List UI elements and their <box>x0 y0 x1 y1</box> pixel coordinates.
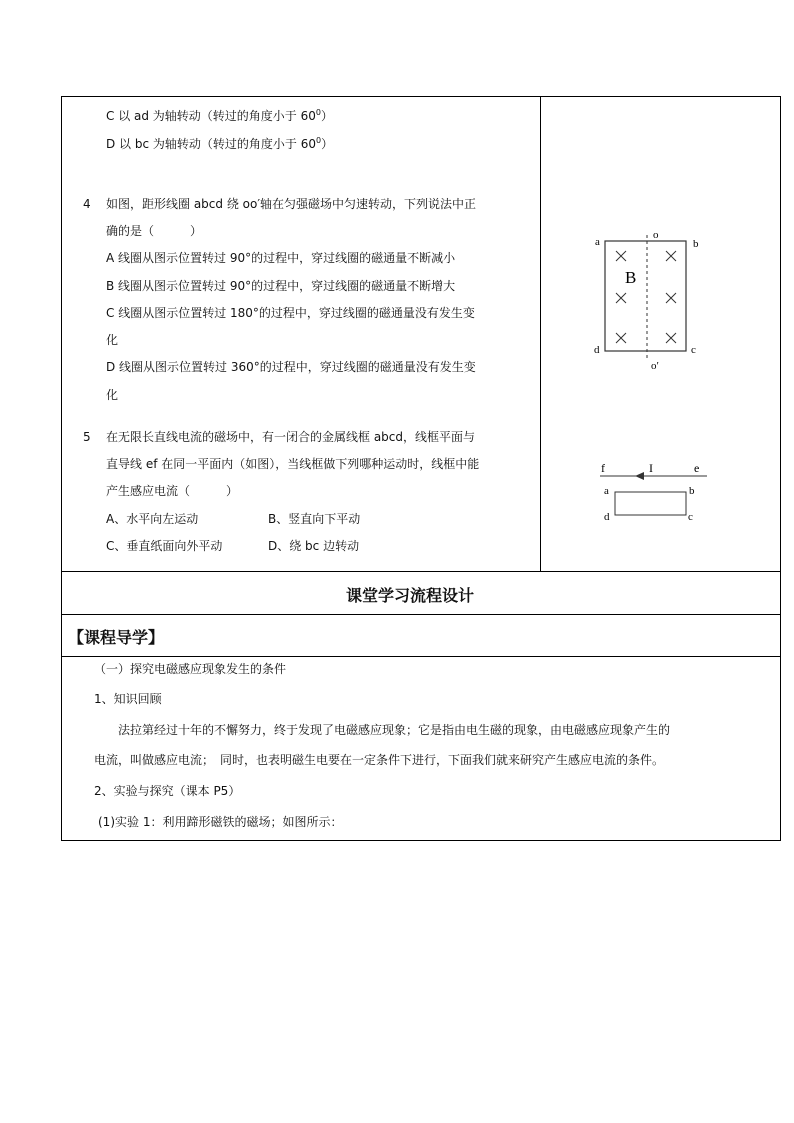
current-label-i: I <box>649 461 653 475</box>
guide-experiment1: (1)实验 1：利用蹄形磁铁的磁场；如图所示： <box>98 815 343 829</box>
coil-label-b: b <box>693 238 699 250</box>
q4-option-c-line1: C 线圈从图示位置转过 180°的过程中，穿过线圈的磁通量没有发生变 <box>106 306 475 320</box>
field-label-b: B <box>625 268 637 287</box>
coil-label-a: a <box>595 236 600 248</box>
guide-item1-body-line1: 法拉第经过十年的不懈努力，终于发现了电磁感应现象；它是指由电生磁的现象，由电磁感应现象产生的 <box>118 723 671 737</box>
current-arrow <box>635 472 644 480</box>
q5-stem-line2: 直导线 ef 在同一平面内（如图），当线框做下列哪种运动时，线框中能 <box>106 457 480 471</box>
wire-label-e: e <box>694 461 700 475</box>
coil-label-c: c <box>691 344 696 356</box>
q4-stem-line2: 确的是（ ） <box>106 224 203 238</box>
guide-item1-heading: 1、知识回顾 <box>94 692 162 706</box>
column-divider <box>540 96 541 572</box>
q5-stem-line3: 产生感应电流（ ） <box>106 484 239 498</box>
loop-label-a: a <box>604 485 609 497</box>
row-divider-1 <box>61 571 781 572</box>
axis-label-bottom: o′ <box>651 360 659 372</box>
section-title: 课堂学习流程设计 <box>346 586 475 605</box>
q4-option-b: B 线圈从图示位置转过 90°的过程中，穿过线圈的磁通量不断增大 <box>106 279 456 293</box>
guide-part1-heading: （一）探究电磁感应现象发生的条件 <box>94 662 287 676</box>
q4-option-c-line2: 化 <box>106 333 119 347</box>
q5-stem-line1: 在无限长直线电流的磁场中，有一闭合的金属线框 abcd，线框平面与 <box>106 430 476 444</box>
q4-stem-line1: 如图，距形线圈 abcd 绕 oo′轴在匀强磁场中匀速转动，下列说法中正 <box>106 197 477 211</box>
q5-option-b: B、竖直向下平动 <box>268 512 361 526</box>
row-divider-2 <box>61 614 781 615</box>
q5-option-d: D、绕 bc 边转动 <box>268 539 360 553</box>
row-divider-3 <box>61 656 781 657</box>
loop-label-c: c <box>688 511 693 523</box>
wire-label-f: f <box>601 461 605 475</box>
guide-title: 【课程导学】 <box>68 628 165 647</box>
q4-option-d-line2: 化 <box>106 388 119 402</box>
coil-figure <box>585 225 705 375</box>
q3-option-d: D 以 bc 为轴转动（转过的角度小于 $60^0$） <box>106 136 334 151</box>
q5-option-c: C、垂直纸面向外平动 <box>106 539 223 553</box>
loop-label-b: b <box>689 485 695 497</box>
q5-option-a: A、水平向左运动 <box>106 512 199 526</box>
field-cross-marks <box>616 251 676 343</box>
loop-label-d: d <box>604 511 610 523</box>
axis-label-top: o <box>653 229 659 241</box>
wire-loop-abcd <box>615 492 686 515</box>
q4-option-a: A 线圈从图示位置转过 90°的过程中，穿过线圈的磁通量不断减小 <box>106 251 456 265</box>
q5-number: 5 <box>83 430 91 444</box>
q3-option-c: C 以 ad 为轴转动（转过的角度小于 $60^0$） <box>106 108 333 123</box>
q4-option-d-line1: D 线圈从图示位置转过 360°的过程中，穿过线圈的磁通量没有发生变 <box>106 360 476 374</box>
guide-item1-body-line2: 电流，叫做感应电流； 同时，也表明磁生电要在一定条件下进行，下面我们就来研究产生感应电流的条件。 <box>94 753 665 767</box>
q4-number: 4 <box>83 197 91 211</box>
guide-item2-heading: 2、实验与探究（课本 P5） <box>94 784 241 798</box>
coil-label-d: d <box>594 344 600 356</box>
wire-loop-figure <box>595 458 715 528</box>
